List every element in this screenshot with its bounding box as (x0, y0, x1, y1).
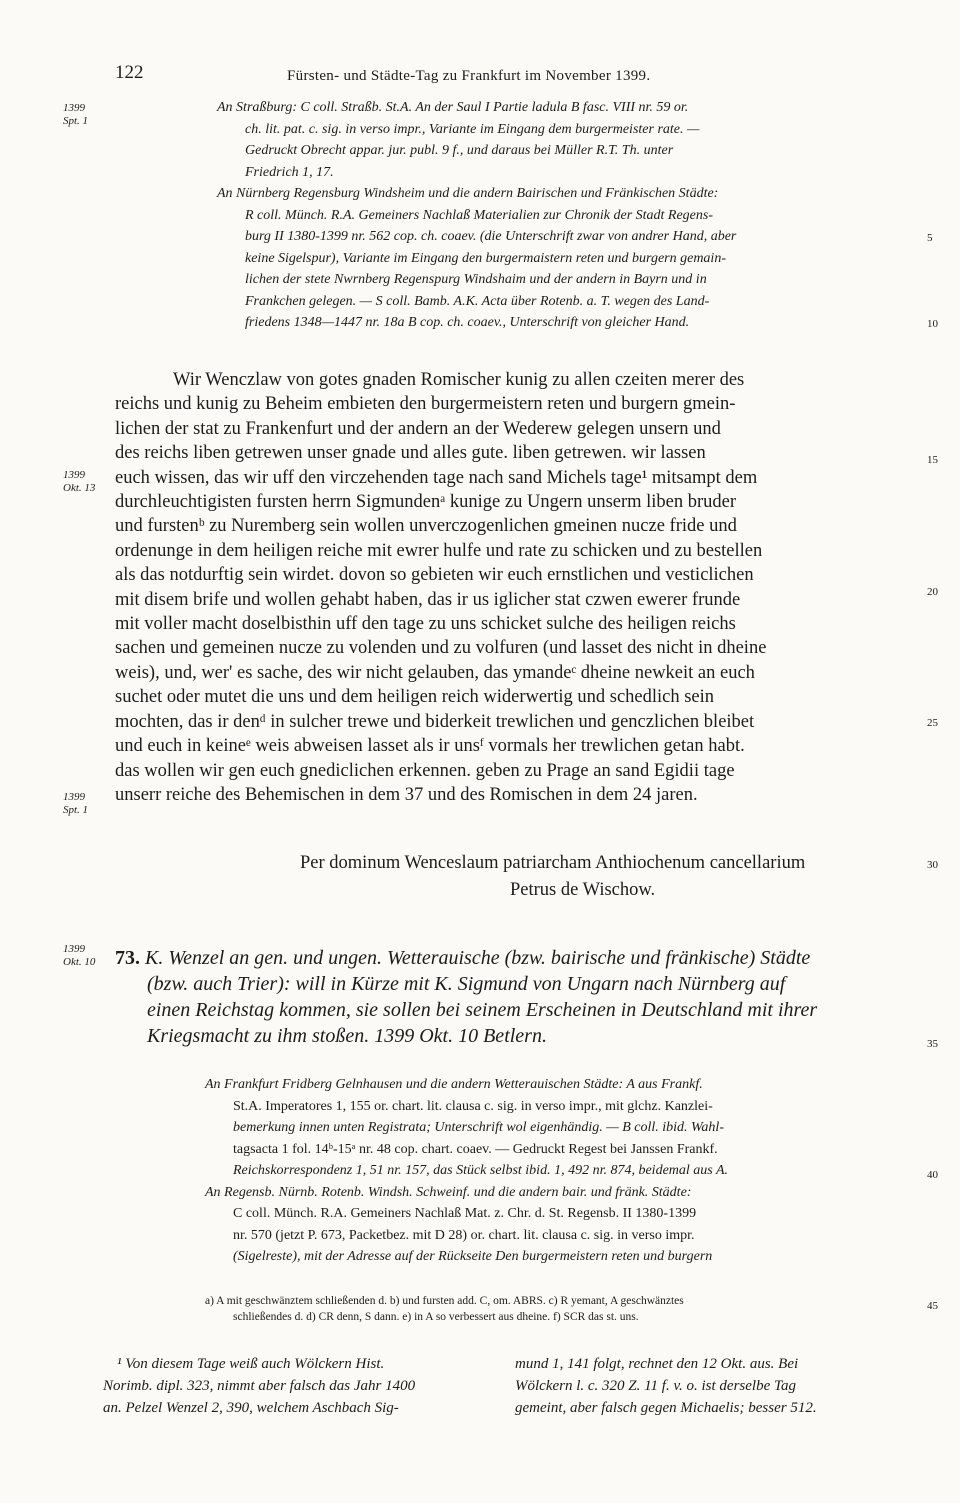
source-notes-top: An Straßburg: C coll. Straßb. St.A. An der Saul I Partie ladula B fasc. VIII nr. 59 or. ch. lit. pat. c. sig. in verso impr., Variante im Eingang dem burgermeister rate. — Gedruckt Obrecht appar. jur. publ. 9 f., und daraus bei Müller R.T. Th. unter Friedrich 1, 17. An Nürnberg Regensburg Windsheim und die andern Bairischen und Fränkischen Städte: R coll. Münch. R.A. Gemeiners Nachlaß Materialien zur Chronik der Stadt Regens- burg II 1380-1399 nr. 562 cop. ch. coaev. (die Unterschrift zwar von andrer Hand, aber keine Sigelspur), Variante im Eingang den burgermaistern reten und burgern gemain- lichen der stete Nwrnberg Regenspurg Windshaim und der andern in Bayrn und in Frankchen gelegen. — S coll. Bamb. A.K. Acta über Rotenb. a. T. wegen des Land- friedens 1348—1447 nr. 18a B cop. ch. coaev., Unterschrift von gleicher Hand. (217, 100, 737, 330)
charter-text: Wir Wenczlaw von gotes gnaden Romischer kunig zu allen czeiten merer des reichs und kunig zu Beheim embieten den burgermeistern reten und burgern gmein- lichen der stat zu Frankenfurt und der andern an der Wederew gelegen unsern und des reichs liben getrewen unser gnade und alles gute. liben getrewen. wir lassen euch wissen, das wir uff den virczehenden tage nach sand Michels tage¹ mitsampt dem durchleuchtigisten fursten herrn Sigmundenᵃ kunige zu Ungern unserm liben bruder und furstenᵇ zu Nuremberg sein wollen unverczogenlichen gmeinen nucze fride und ordenunge in dem heiligen reiche mit ewrer hulfe und rate zu schicken und zu bestellen als das notdurftig sein wirdet. dovon so gebieten wir euch ernstlichen und vesticlichen mit disem brife und wollen gehabt haben, das ir us iglicher stat czwen ewerer frunde mit voller macht doselbisthin uff den tage zu uns schicket sulche des heiligen reichs sachen und gemeinen nucze zu volenden und zu volfuren (und lasset des nicht in dheine weis), und, wer' es sache, des wir nicht gelauben, das ymandeᶜ dheine newkeit an euch suchet oder mutet die uns und dem heiligen reich widerwertig und schedlich sein mochten, das ir denᵈ in sulcher trewe und biderkeit trewlichen und genczlichen bleibet und euch in keineᵉ weis abweisen lasset als ir unsᶠ vormals her trewlichen getan habt. das wollen wir gen euch gnediclichen erkennen. geben zu Prage an sand Egidii tage unserr reiche des Behemischen in dem 37 und des Romischen in dem 24 jaren. (115, 370, 767, 805)
line-number: 45 (927, 1300, 938, 1312)
entry-source-notes: An Frankfurt Fridberg Gelnhausen und die andern Wetterauischen Städte: A aus Frankf. St.A. Imperatores 1, 155 or. chart. lit. clausa c. sig. in verso impr., mit glchz. Kanzlei- bemerkung innen unten Registrata; Unterschrift wol eigenhändig. — B coll. ibid. Wahl- tagsacta 1 fol. 14ᵇ-15ᵃ nr. 48 cop. chart. coaev. — Gedruckt Regest bei Janssen Frankf. Reichskorrespondenz 1, 51 nr. 157, das Stück selbst ibid. 1, 492 nr. 874, beidemal aus A. An Regensb. Nürnb. Rotenb. Windsh. Schweinf. und die andern bair. und fränk. Städte: C coll. Münch. R.A. Gemeiners Nachlaß Mat. z. Chr. d. St. Regensb. II 1380-1399 nr. 570 (jetzt P. 673, Packetbez. mit D 28) or. chart. lit. clausa c. sig. in verso impr. (Sigelreste), mit der Adresse auf der Rückseite Den burgermeistern reten und burgern (205, 1077, 729, 1264)
margin-date: 1399 Okt. 10 (63, 943, 96, 968)
page-number: 122 (115, 62, 144, 83)
entry-number: 73. (115, 947, 140, 969)
margin-date: 1399 Spt. 1 (63, 102, 89, 127)
line-number: 5 (927, 232, 933, 244)
line-number: 30 (927, 859, 938, 871)
footnote-right: mund 1, 141 folgt, rechnet den 12 Okt. aus. Bei Wölckern l. c. 320 Z. 11 f. v. o. ist derselbe Tag gemeint, aber falsch gegen Michaelis; besser 512. (515, 1356, 817, 1416)
signature-line: Per dominum Wenceslaum patriarcham Anthiochenum cancellarium (300, 853, 806, 873)
footnote-left: ¹ Von diesem Tage weiß auch Wölckern Hist. Norimb. dipl. 323, nimmt aber falsch das Jahr 1400 an. Pelzel Wenzel 2, 390, welchem Aschbach Sig- (103, 1356, 416, 1416)
line-number: 35 (927, 1038, 938, 1050)
line-number: 40 (927, 1169, 938, 1181)
running-title: Fürsten- und Städte-Tag zu Frankfurt im November 1399. (287, 68, 651, 84)
signature-name: Petrus de Wischow. (510, 880, 656, 900)
line-number: 15 (927, 454, 938, 466)
line-number: 20 (927, 586, 938, 598)
line-number: 10 (927, 318, 938, 330)
margin-date: 1399 Spt. 1 (63, 791, 89, 816)
margin-date: 1399 Okt. 13 (63, 469, 96, 494)
critical-apparatus: a) A mit geschwänztem schließenden d. b) und fursten add. C, om. ABRS. c) R yemant, A geschwänztes schließendes d. d) CR denn, S dann. e) in A so verbessert aus dheine. f) SCR das st. uns. (205, 1295, 684, 1323)
entry-heading: 73. K. Wenzel an gen. und ungen. Wetterauische (bzw. bairische und fränkische) Städte (bzw. auch Trier): will in Kürze mit K. Sigmund von Ungarn nach Nürnberg auf einen Reichstag kommen, sie sollen bei seinem Erscheinen in Deutschland mit ihrer Kriegsmacht zu ihm stoßen. 1399 Okt. 10 Betlern. (115, 947, 818, 1047)
line-number: 25 (927, 717, 938, 729)
